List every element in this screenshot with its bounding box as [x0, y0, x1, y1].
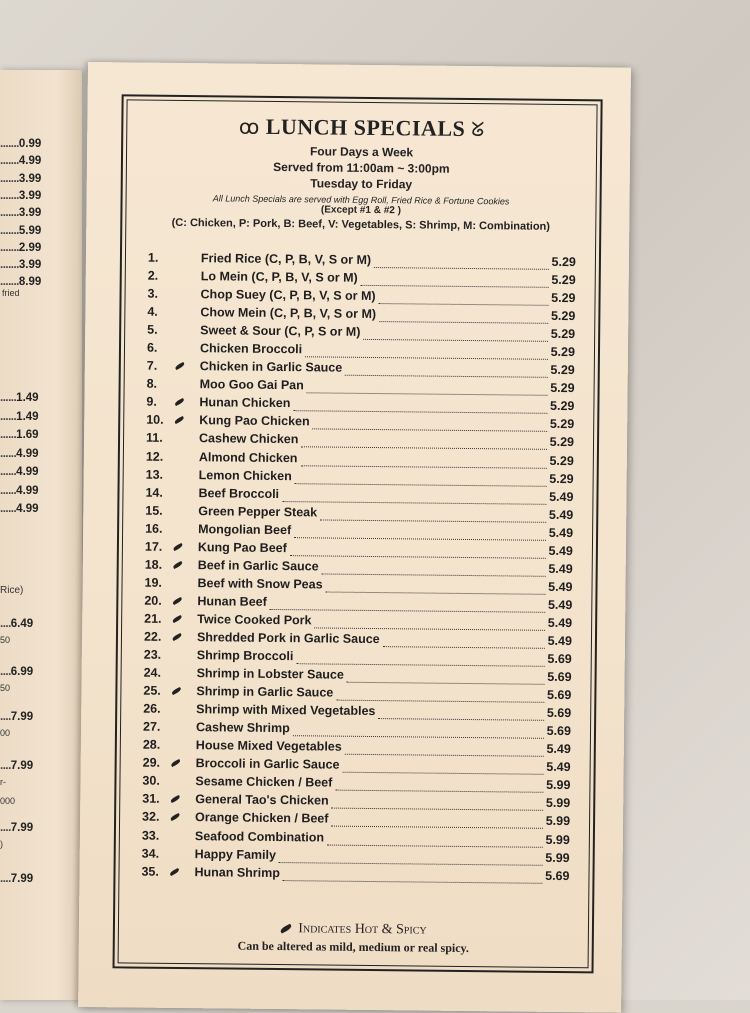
item-price: 5.49 [548, 579, 573, 594]
item-number: 23. [143, 647, 162, 662]
hours-line: Served from 11:00am ~ 3:00pm [273, 159, 450, 176]
dot-leader [297, 649, 545, 667]
item-price: 5.29 [549, 471, 574, 486]
menu-header [126, 100, 596, 233]
left-rice-note: Rice) [0, 585, 24, 596]
item-number: 5. [147, 322, 158, 337]
item-number: 14. [145, 485, 163, 500]
dot-leader [345, 740, 544, 757]
left-price: 5.99 [18, 224, 42, 237]
item-number: 26. [143, 701, 161, 716]
item-number: 25. [143, 683, 161, 698]
left-price: 3.99 [18, 207, 42, 220]
dot-leader [301, 433, 547, 451]
dot-leader [331, 794, 543, 811]
item-number: 30. [142, 773, 160, 789]
left-price: 4.99 [16, 447, 39, 460]
dot-leader [320, 505, 546, 522]
item-number: 10. [146, 413, 164, 428]
left-price-sub: 50 [0, 683, 11, 693]
item-price: 5.69 [547, 669, 572, 685]
item-price: 5.49 [548, 561, 573, 576]
item-number: 12. [145, 449, 164, 464]
left-price: 8.99 [18, 276, 42, 289]
left-price-row: .......3.99 [0, 207, 42, 220]
item-price: 5.29 [550, 345, 576, 360]
dot-leader [363, 325, 548, 342]
item-number: 17. [144, 539, 163, 554]
item-number: 21. [144, 611, 162, 626]
item-number: 9. [146, 395, 157, 410]
item-number: 6. [146, 340, 158, 355]
item-name: Almond Chicken [198, 449, 298, 465]
item-number: 33. [141, 828, 160, 843]
left-price-row: ......4.99 [0, 484, 39, 497]
item-price: 5.49 [547, 597, 573, 612]
left-price-row: ......4.99 [0, 466, 39, 478]
item-number: 8. [146, 376, 158, 392]
dot-leader [327, 830, 543, 847]
item-price: 5.49 [547, 633, 573, 649]
left-price-row: .......3.99 [0, 259, 42, 272]
item-price: 5.29 [550, 363, 575, 378]
left-price-row: .......2.99 [0, 241, 42, 254]
dot-leader [295, 469, 547, 487]
dot-leader [314, 613, 545, 630]
item-number: 34. [141, 846, 160, 861]
left-price: 6.49 [10, 618, 34, 630]
item-price: 5.99 [545, 832, 570, 847]
exception-note: (Except #1 & #2 ) [320, 204, 402, 217]
item-price: 5.49 [546, 760, 571, 775]
left-price: 4.99 [16, 484, 39, 497]
left-price: 1.49 [16, 410, 39, 423]
item-price: 5.69 [546, 724, 572, 739]
item-price: 5.29 [550, 309, 576, 324]
menu-item-row [141, 864, 569, 887]
left-price: 3.99 [18, 189, 42, 202]
dot-leader [379, 307, 548, 324]
dot-leader [336, 686, 544, 703]
item-name: Shrimp in Garlic Sauce [196, 684, 334, 700]
item-number: 27. [142, 719, 161, 735]
left-price-row: ......1.69 [0, 429, 39, 441]
ornament-right-icon: ᘜ [471, 119, 485, 142]
dot-leader [345, 361, 548, 378]
served-with-note: All Lunch Specials are served with Egg Roll, Fried Rice & Fortune Cookies [212, 193, 510, 207]
item-name: Hunan Beef [197, 594, 267, 609]
item-price: 5.29 [549, 435, 575, 450]
menu-item-list [141, 251, 576, 887]
item-number: 31. [142, 792, 160, 807]
left-price: 3.99 [18, 172, 42, 185]
item-name: Happy Family [194, 846, 277, 862]
item-name: Broccoli in Garlic Sauce [195, 756, 340, 772]
item-name: Fried Rice (C, P, B, V, S or M) [200, 251, 372, 267]
item-name: Mongolian Beef [198, 521, 292, 537]
item-name: Twice Cooked Pork [197, 612, 312, 628]
left-price-row: ....7.99 [0, 822, 34, 834]
left-price: 7.99 [10, 711, 34, 723]
item-number: 20. [144, 593, 162, 608]
left-price: 6.99 [10, 666, 34, 678]
dot-leader [294, 523, 546, 541]
left-price-row: ......1.49 [0, 410, 39, 423]
dot-leader [301, 451, 547, 469]
item-name: Lo Mein (C, P, B, V, S or M) [200, 269, 358, 285]
item-name: Kung Pao Beef [197, 539, 287, 555]
left-price: 1.49 [16, 392, 39, 404]
left-price-row: ......1.49 [0, 392, 39, 404]
left-price-row: ......4.99 [0, 447, 39, 460]
item-number: 19. [144, 575, 163, 590]
dot-leader [290, 541, 546, 559]
item-price: 5.69 [547, 651, 572, 667]
hot-spicy-legend: Indicates Hot & Spicy [298, 921, 427, 938]
item-price: 5.49 [548, 525, 574, 540]
left-price-row: ......4.99 [0, 503, 39, 515]
item-price: 5.29 [551, 254, 577, 270]
dot-leader [378, 704, 544, 721]
left-price-row: .......8.99 [0, 276, 42, 289]
dot-leader [343, 758, 544, 775]
left-price-sub: r- [0, 777, 6, 787]
item-number: 22. [143, 629, 162, 644]
item-name: Orange Chicken / Beef [195, 810, 329, 827]
item-number: 1. [147, 250, 159, 265]
item-price: 5.29 [550, 381, 575, 396]
item-price: 5.69 [545, 868, 570, 883]
dot-leader [325, 577, 545, 594]
item-price: 5.29 [551, 290, 576, 306]
item-name: Shrimp Broccoli [196, 648, 294, 664]
item-name: Beef in Garlic Sauce [197, 557, 319, 574]
item-price: 5.29 [549, 417, 575, 432]
item-price: 5.49 [548, 507, 574, 522]
left-price: 4.99 [16, 466, 39, 478]
left-price-sub: 50 [0, 635, 11, 645]
item-number: 24. [143, 665, 162, 680]
spice-level-note: Can be altered as mild, medium or real spicy. [237, 938, 469, 956]
dot-leader [279, 848, 543, 866]
item-price: 5.99 [545, 850, 570, 865]
item-number: 28. [142, 737, 161, 753]
dot-leader [331, 812, 543, 829]
item-name: Cashew Shrimp [195, 720, 290, 736]
item-number: 2. [147, 268, 159, 283]
item-name: House Mixed Vegetables [195, 738, 342, 754]
item-name: Sweet & Sour (C, P, S or M) [200, 323, 361, 340]
left-price-sub: 00 [0, 728, 11, 738]
left-price: 4.99 [18, 155, 42, 168]
item-number: 18. [144, 557, 163, 572]
item-name: Shredded Pork in Garlic Sauce [196, 630, 380, 647]
item-name: Beef Broccoli [198, 485, 280, 501]
ornament-left-icon: ꝏ [238, 116, 260, 139]
item-name: Kung Pao Chicken [199, 413, 310, 429]
item-price: 5.29 [550, 327, 576, 342]
item-number: 15. [145, 503, 163, 518]
left-price-row: .......3.99 [0, 172, 42, 185]
dot-leader [293, 397, 547, 415]
item-name: Chicken Broccoli [199, 341, 303, 357]
left-price-row: .......4.99 [0, 155, 42, 168]
left-price: 7.99 [10, 873, 34, 885]
left-price: 2.99 [18, 241, 42, 254]
item-number: 29. [142, 755, 161, 771]
days-line: Four Days a Week [309, 144, 414, 160]
item-price: 5.69 [546, 687, 572, 703]
item-number: 11. [145, 431, 163, 446]
item-name: Hunan Chicken [199, 395, 291, 411]
dot-leader [269, 595, 545, 613]
left-price-row: .......3.99 [0, 189, 42, 202]
left-price-sub: ) [0, 839, 3, 849]
abbreviation-legend: (C: Chicken, P: Pork, B: Beef, V: Vegetables, S: Shrimp, M: Combination) [171, 216, 551, 233]
item-price: 5.49 [546, 742, 571, 757]
item-name: Beef with Snow Peas [197, 576, 323, 592]
dot-leader [293, 721, 544, 739]
dot-leader [378, 289, 548, 306]
item-name: Shrimp with Mixed Vegetables [196, 702, 376, 719]
dot-leader [374, 253, 549, 270]
item-name: Chop Suey (C, P, B, V, S or M) [200, 287, 376, 304]
left-price-row: ....7.99 [0, 711, 34, 723]
menu-footer [119, 919, 588, 957]
item-name: Moo Goo Gai Pan [199, 377, 304, 393]
dot-leader [312, 415, 547, 432]
item-price: 5.69 [546, 706, 572, 721]
item-number: 7. [146, 358, 158, 374]
menu-title-row [127, 112, 596, 143]
left-extra-sub: 000 [0, 796, 16, 806]
item-name: Hunan Shrimp [194, 864, 281, 880]
left-note: fried [2, 288, 20, 298]
dot-leader [305, 343, 548, 361]
item-name: Chow Mein (C, P, B, V, S or M) [200, 305, 377, 322]
left-menu-panel [0, 70, 82, 1000]
item-name: Cashew Chicken [198, 431, 299, 447]
dot-leader [335, 776, 543, 793]
item-price: 5.29 [550, 399, 575, 414]
left-price-row: .......5.99 [0, 224, 42, 237]
item-number: 13. [145, 467, 164, 482]
page-title: LUNCH SPECIALS [265, 113, 466, 141]
dot-leader [347, 668, 545, 685]
item-number: 3. [147, 286, 159, 301]
left-price-row: .......0.99 [0, 138, 42, 150]
item-price: 5.99 [546, 778, 571, 793]
left-price: 1.69 [16, 429, 39, 441]
dot-leader [282, 866, 542, 884]
menu-border [113, 94, 603, 973]
dot-leader [361, 271, 549, 288]
dot-leader [307, 379, 548, 397]
item-name: Lemon Chicken [198, 467, 292, 483]
item-number: 32. [142, 810, 160, 825]
item-price: 5.49 [549, 489, 574, 504]
item-name: Shrimp in Lobster Sauce [196, 666, 344, 682]
lunch-specials-page [78, 62, 631, 1013]
item-number: 4. [147, 304, 158, 319]
left-price-row: ....7.99 [0, 873, 34, 885]
left-price-row: ....7.99 [0, 760, 34, 772]
item-name: Seafood Combination [194, 828, 325, 845]
pepper-icon [280, 924, 293, 934]
item-name: Sesame Chicken / Beef [195, 774, 333, 790]
dot-leader [282, 487, 546, 505]
item-price: 5.29 [551, 272, 576, 288]
item-name: Chicken in Garlic Sauce [199, 359, 343, 375]
left-price-row: ....6.99 [0, 666, 34, 678]
item-price: 5.29 [549, 453, 574, 468]
item-price: 5.99 [545, 814, 571, 829]
item-price: 5.99 [545, 796, 571, 811]
left-price: 7.99 [10, 760, 34, 772]
item-name: General Tao's Chicken [195, 792, 329, 808]
left-price: 0.99 [18, 138, 42, 150]
left-price: 3.99 [18, 259, 42, 272]
left-price: 7.99 [10, 822, 34, 834]
dot-leader [383, 632, 545, 649]
item-price: 5.49 [548, 543, 573, 558]
item-name: Green Pepper Steak [198, 503, 318, 520]
item-number: 35. [141, 864, 159, 879]
item-price: 5.49 [547, 615, 573, 631]
left-price: 4.99 [16, 503, 39, 515]
weekday-line: Tuesday to Friday [310, 176, 413, 192]
item-number: 16. [145, 521, 163, 536]
dot-leader [322, 559, 546, 576]
left-price-row: ....6.49 [0, 618, 34, 630]
